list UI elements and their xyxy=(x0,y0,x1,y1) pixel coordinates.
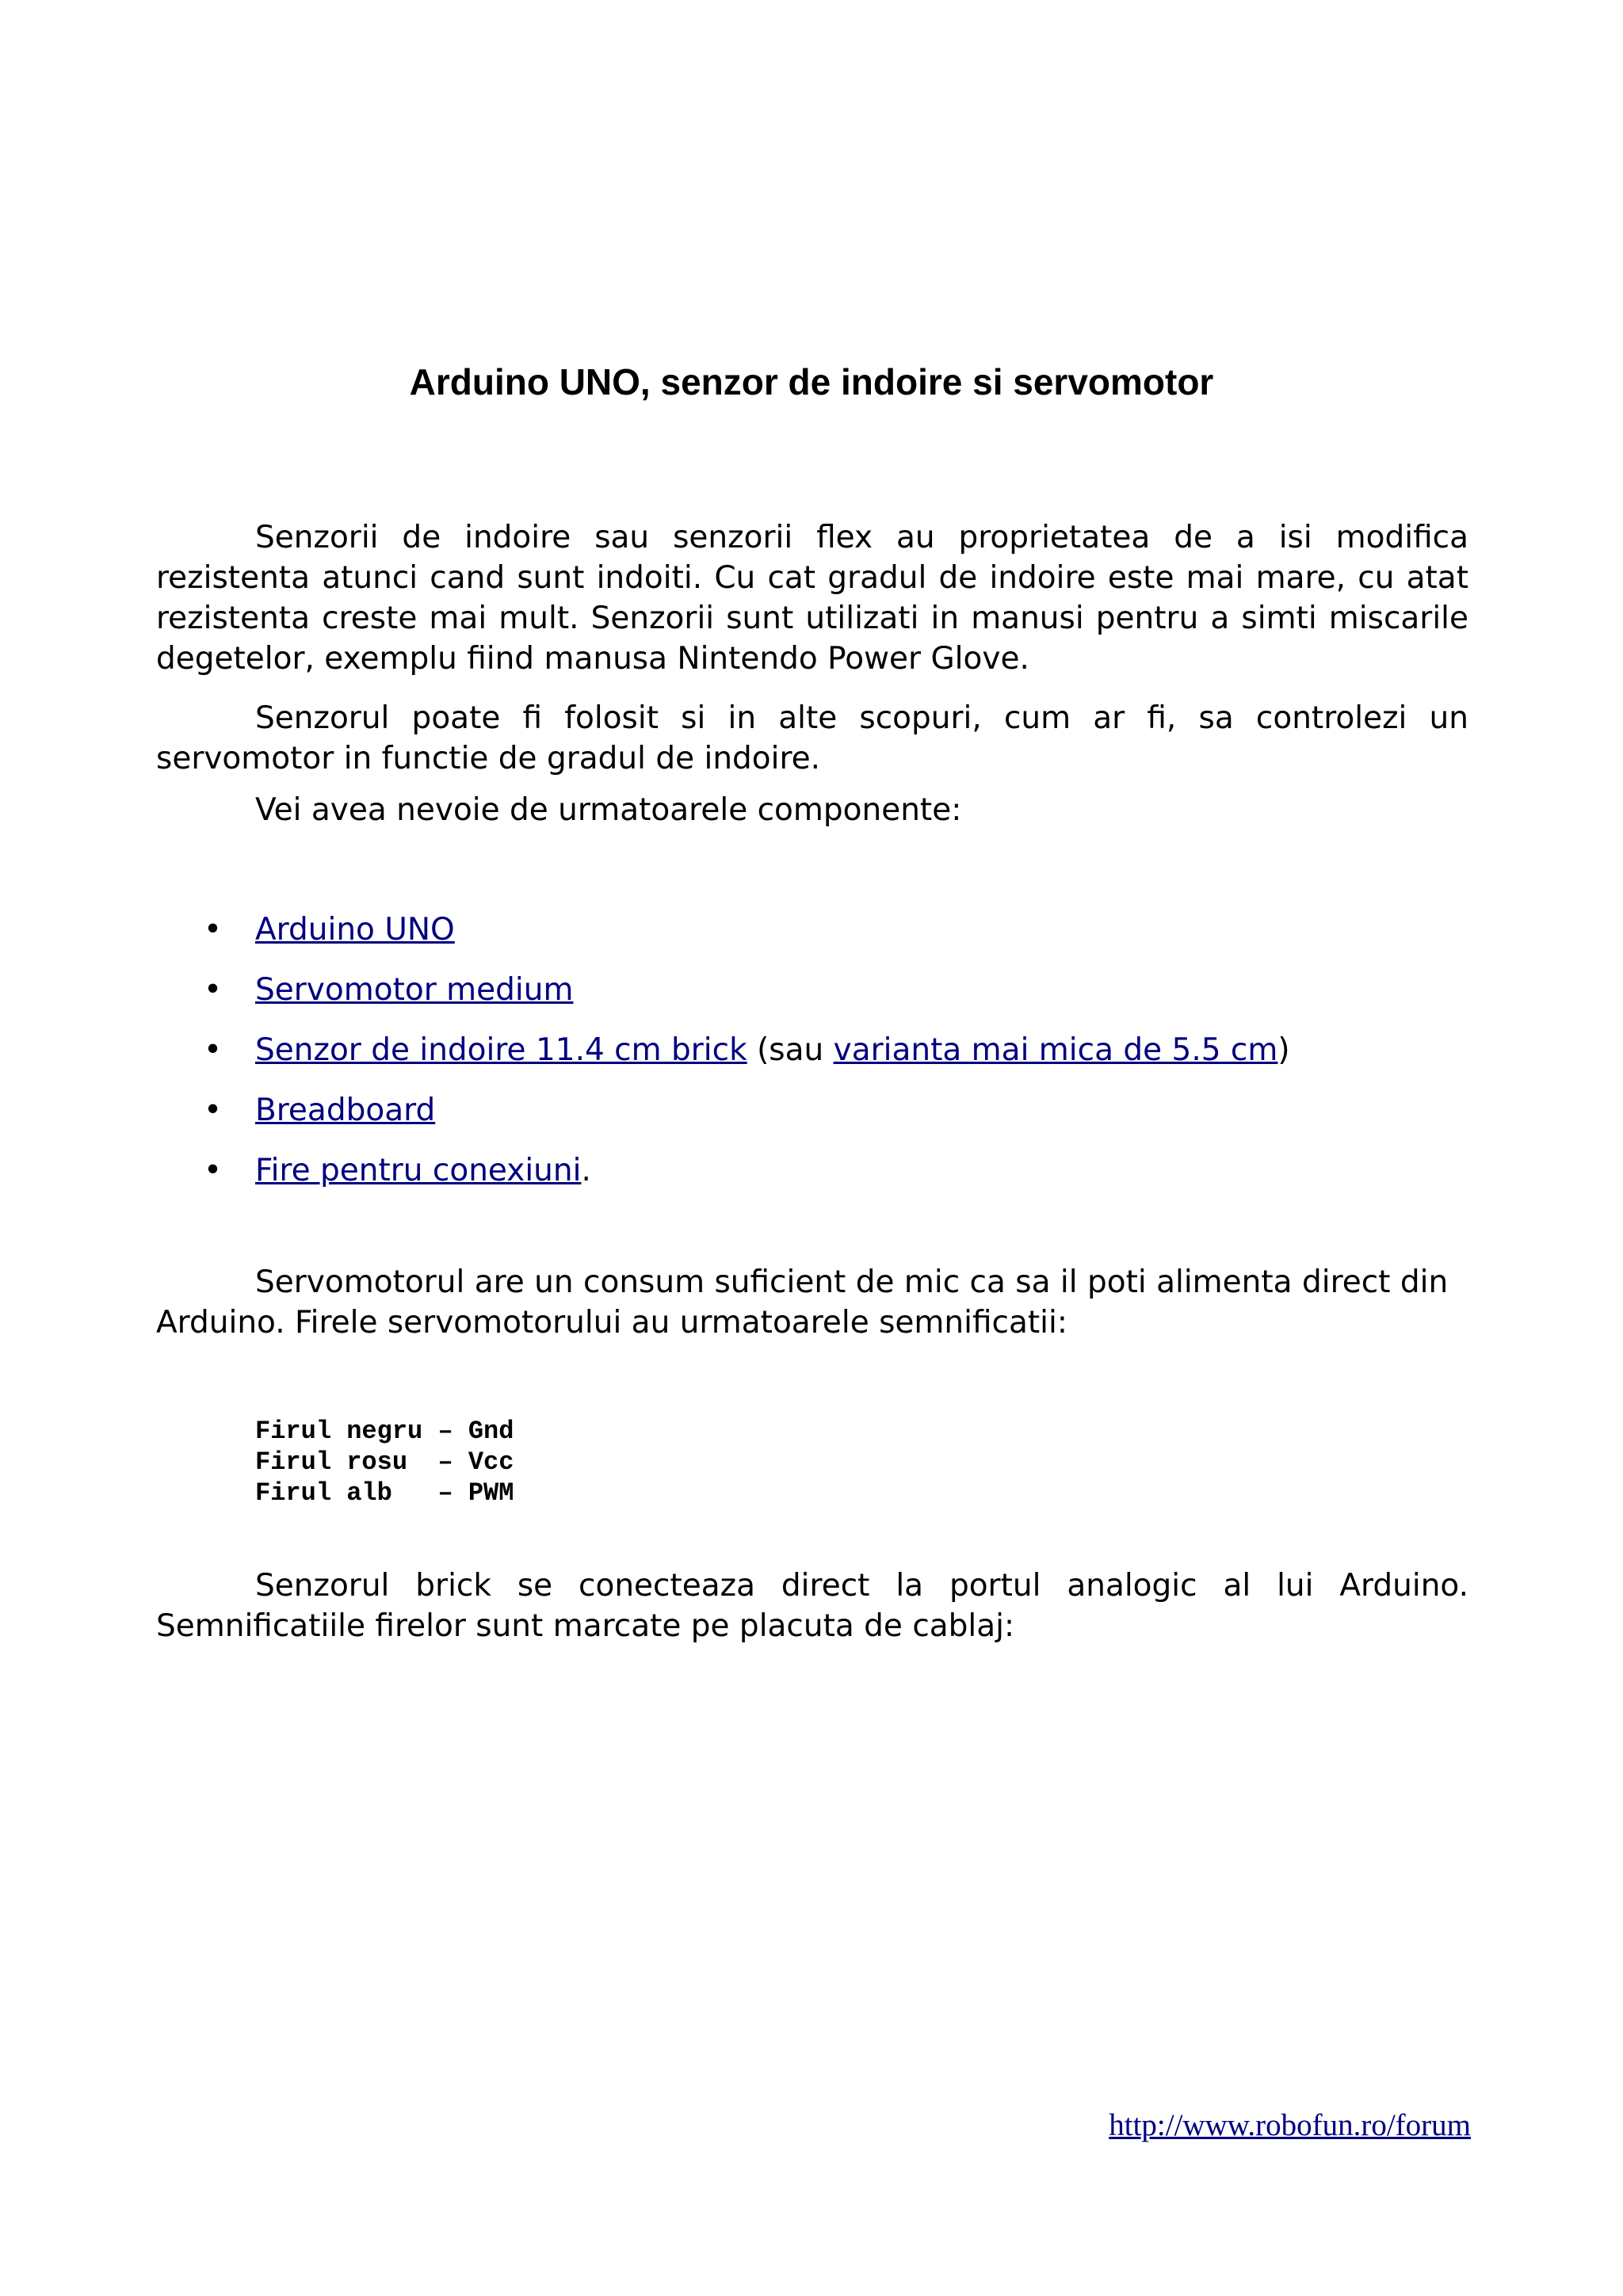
servo-power-paragraph: Servomotorul are un consum suficient de mic ca sa il poti alimenta direct din Arduino. Firele servomotorului au urmatoarele semnificatii: xyxy=(156,1264,1449,1341)
breadboard-link[interactable]: Breadboard xyxy=(255,1093,436,1128)
arduino-uno-link[interactable]: Arduino UNO xyxy=(255,912,455,948)
list-item xyxy=(156,1150,1290,1211)
wire-line: Firul rosu – Vcc xyxy=(255,1447,514,1477)
small-flex-sensor-link[interactable]: varianta mai mica de 5.5 cm xyxy=(833,1032,1278,1068)
list-item xyxy=(156,1090,1290,1150)
servomotor-medium-link[interactable]: Servomotor medium xyxy=(255,972,574,1008)
list-item-text: (sau xyxy=(747,1032,834,1068)
page-title: Arduino UNO, senzor de indoire si servomotor xyxy=(409,361,1214,402)
wire-legend xyxy=(255,1416,514,1508)
components-list xyxy=(156,910,1290,1211)
usage-paragraph: Senzorul poate fi folosit si in alte scopuri, cum ar fi, sa controlezi un servomotor in functie de gradul de indoire. xyxy=(156,700,1468,776)
wire-line: Firul alb – PWM xyxy=(255,1478,514,1508)
list-item xyxy=(156,970,1290,1030)
components-intro-paragraph: Vei avea nevoie de urmatoarele componente: xyxy=(255,792,962,828)
bullet: • xyxy=(204,1153,223,1188)
intro-paragraph: Senzorii de indoire sau senzorii flex au proprietatea de a isi modifica rezistenta atunci cand sunt indoiti. Cu cat gradul de indoire este mai mare, cu atat rezistenta creste mai mult. Senzorii sunt utilizati in manusi pentru a simti miscarile degetelor, exemplu fiind manusa Nintendo Power Glove. xyxy=(156,520,1468,677)
bullet: • xyxy=(204,912,223,948)
list-item-text: . xyxy=(581,1153,591,1188)
wires-link[interactable]: Fire pentru conexiuni xyxy=(255,1153,582,1188)
list-item-text: ) xyxy=(1277,1032,1290,1068)
sensor-connect-paragraph: Senzorul brick se conecteaza direct la portul analogic al lui Arduino. Semnificatiile firelor sunt marcate pe placuta de cablaj: xyxy=(156,1568,1468,1644)
bullet: • xyxy=(204,1032,223,1068)
bullet: • xyxy=(204,1093,223,1128)
list-item xyxy=(156,1030,1290,1090)
forum-link[interactable]: http://www.robofun.ro/forum xyxy=(1109,2108,1471,2142)
flex-sensor-link[interactable]: Senzor de indoire 11.4 cm brick xyxy=(255,1032,747,1068)
wire-line: Firul negru – Gnd xyxy=(255,1417,514,1446)
bullet: • xyxy=(204,972,223,1008)
list-item xyxy=(156,910,1290,970)
